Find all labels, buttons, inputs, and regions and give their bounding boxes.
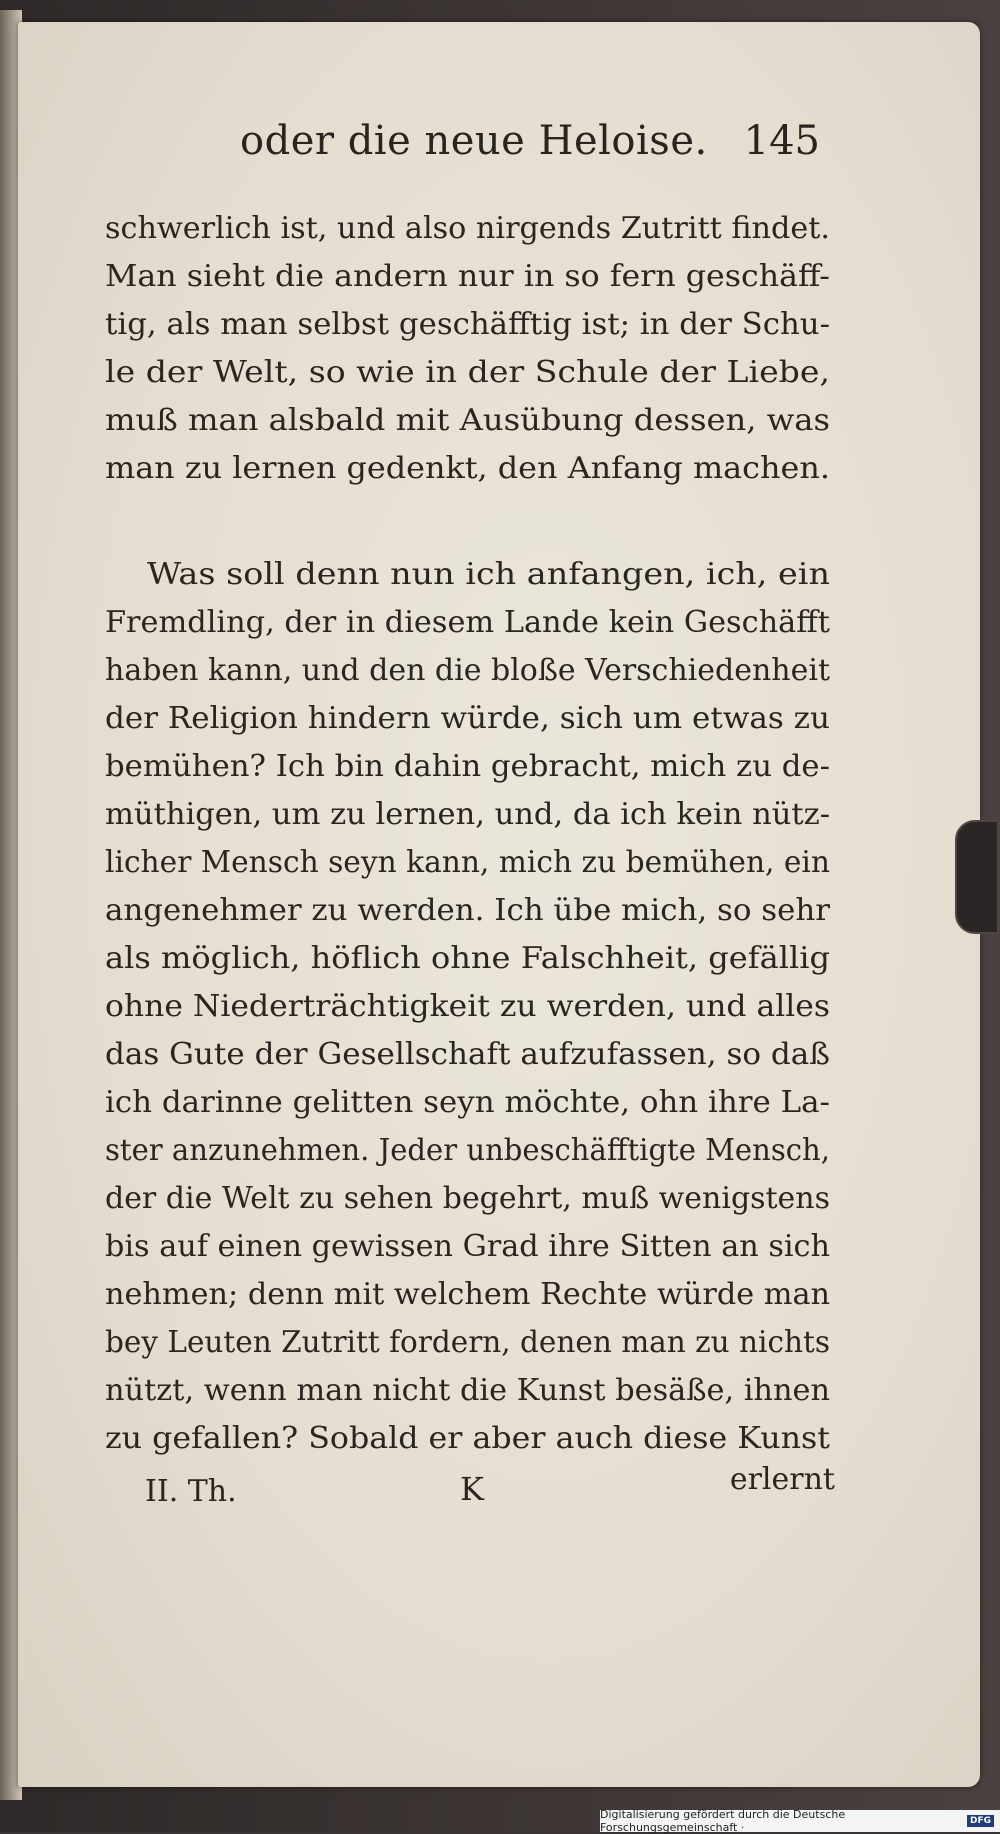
page-header [240, 118, 820, 178]
text-line: als möglich, höflich ohne Falschheit, gefällig [105, 941, 830, 976]
text-line: schwerlich ist, und also nirgends Zutritt findet. [105, 211, 830, 246]
page-number: 145 [743, 118, 820, 164]
text-line: angenehmer zu werden. Ich übe mich, so sehr [105, 893, 830, 928]
dfg-logo: DFG [967, 1815, 994, 1827]
text-line: Man sieht die andern nur in so fern geschäff- [105, 259, 830, 294]
page-footer [145, 1462, 835, 1512]
text-line: muß man alsbald mit Ausübung dessen, was [105, 403, 831, 438]
text-line: ster anzunehmen. Jeder unbeschäfftigte Mensch, [105, 1133, 830, 1168]
text-line: le der Welt, so wie in der Schule der Liebe, [105, 355, 830, 390]
text-line: nehmen; denn mit welchem Rechte würde man [105, 1277, 830, 1312]
digitization-credit [600, 1810, 1000, 1832]
text-line: ohne Niederträchtigkeit zu werden, und alles [105, 989, 830, 1024]
text-line: müthigen, um zu lernen, und, da ich kein nütz- [105, 797, 830, 832]
sheet-mark: K [460, 1470, 484, 1508]
running-head: oder die neue Heloise. [240, 118, 708, 164]
text-line: der die Welt zu sehen begehrt, muß wenigstens [105, 1181, 830, 1216]
text-line: Was soll denn nun ich anfangen, ich, ein [147, 557, 830, 592]
paragraph-gap [105, 493, 830, 551]
text-line: der Religion hindern würde, sich um etwas zu [105, 701, 830, 736]
text-line: bis auf einen gewissen Grad ihre Sitten an sich [105, 1229, 830, 1264]
credit-text: Digitalisierung gefördert durch die Deutsche Forschungsgemeinschaft · [600, 1808, 846, 1834]
page-clip [955, 820, 999, 934]
catchword: erlernt [729, 1462, 835, 1497]
page-body [105, 205, 830, 1463]
paragraph [105, 205, 830, 493]
paragraph [105, 551, 830, 1463]
text-line: Fremdling, der in diesem Lande kein Geschäfft [105, 605, 831, 640]
text-line: das Gute der Gesellschaft aufzufassen, so daß [105, 1037, 830, 1072]
text-line: tig, als man selbst geschäfftig ist; in der Schu- [105, 307, 830, 342]
text-line: nützt, wenn man nicht die Kunst besäße, ihnen [105, 1373, 830, 1408]
volume-signature: II. Th. [145, 1474, 237, 1509]
text-line: bemühen? Ich bin dahin gebracht, mich zu de- [105, 749, 830, 784]
text-line: haben kann, und den die bloße Verschiedenheit [105, 653, 830, 688]
text-line: licher Mensch seyn kann, mich zu bemühen, ein [105, 845, 830, 880]
text-line: ich darinne gelitten seyn möchte, ohn ihre La- [105, 1085, 830, 1120]
text-line: bey Leuten Zutritt fordern, denen man zu nichts [105, 1325, 830, 1360]
text-line: man zu lernen gedenkt, den Anfang machen. [105, 451, 830, 486]
text-line: zu gefallen? Sobald er aber auch diese Kunst [105, 1421, 831, 1456]
